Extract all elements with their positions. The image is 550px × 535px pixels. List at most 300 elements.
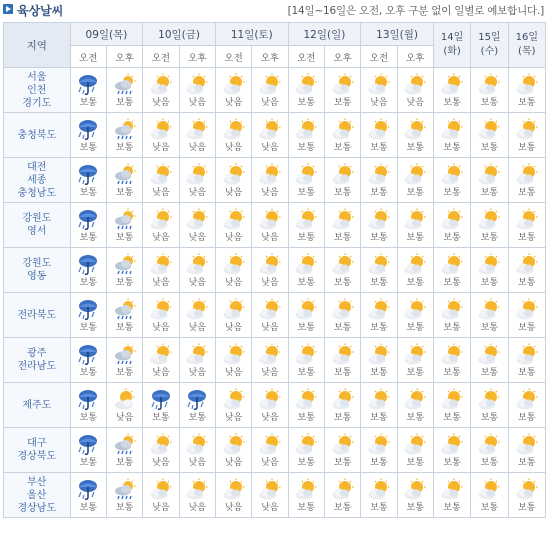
sun-cloud-rain-icon: [113, 478, 137, 502]
rain-umbrella-icon: [76, 433, 100, 457]
partly-cloudy-icon: [294, 433, 318, 457]
forecast-cell: [70, 338, 106, 383]
partly-cloudy-icon: [294, 298, 318, 322]
partly-cloudy-icon: [149, 163, 173, 187]
forecast-cell: [70, 473, 106, 518]
forecast-cell: [324, 293, 360, 338]
region-name-line: 강원도: [22, 213, 52, 224]
partly-cloudy-icon: [367, 433, 391, 457]
region-cell: [4, 113, 71, 158]
partly-cloudy-icon: [477, 73, 501, 97]
day-header: 10일(금): [143, 23, 216, 46]
forecast-cell: [288, 68, 324, 113]
forecast-cell: [179, 113, 215, 158]
forecast-cell: [397, 68, 433, 113]
forecast-cell: [324, 113, 360, 158]
rain-chance-label: 보통: [79, 412, 97, 423]
table-row: [4, 293, 546, 338]
table-row: [4, 113, 546, 158]
rain-chance-label: 보통: [480, 232, 499, 243]
partly-cloudy-icon: [440, 388, 464, 412]
forecast-cell: [324, 203, 360, 248]
partly-cloudy-icon: [515, 118, 539, 142]
rain-chance-label: 보통: [518, 277, 536, 288]
rain-chance-label: 보통: [333, 502, 352, 513]
rain-chance-label: 낮음: [152, 232, 170, 243]
forecast-cell: [508, 473, 545, 518]
partly-cloudy-icon: [477, 163, 501, 187]
partly-cloudy-icon: [258, 388, 282, 412]
partly-cloudy-icon: [403, 118, 427, 142]
forecast-cell: [215, 293, 251, 338]
rain-chance-label: 보통: [79, 322, 97, 333]
forecast-cell: [324, 428, 360, 473]
rain-umbrella-icon: [76, 388, 100, 412]
forecast-cell: [471, 473, 508, 518]
sun-cloud-rain-icon: [113, 208, 137, 232]
rain-chance-label: 보통: [370, 142, 388, 153]
partly-cloudy-icon: [185, 118, 209, 142]
partly-cloudy-icon: [149, 343, 173, 367]
rain-chance-label: 보통: [480, 367, 499, 378]
section-title: 육상날씨: [17, 4, 64, 18]
single-day-weekday: (화): [443, 46, 461, 57]
forecast-cell: [215, 383, 251, 428]
partly-cloudy-icon: [367, 163, 391, 187]
forecast-cell: [433, 383, 470, 428]
partly-cloudy-icon: [367, 478, 391, 502]
rain-chance-label: 보통: [297, 232, 315, 243]
partly-cloudy-icon: [515, 478, 539, 502]
partly-cloudy-icon: [515, 163, 539, 187]
rain-chance-label: 낮음: [261, 502, 279, 513]
forecast-cell: [361, 113, 397, 158]
partly-cloudy-icon: [149, 118, 173, 142]
forecast-cell: [252, 248, 288, 293]
partly-cloudy-icon: [222, 163, 246, 187]
forecast-cell: [433, 473, 470, 518]
partly-cloudy-icon: [440, 433, 464, 457]
partly-cloudy-icon: [185, 478, 209, 502]
rain-chance-label: 낮음: [224, 502, 243, 513]
forecast-cell: [397, 383, 433, 428]
rain-chance-label: 낮음: [188, 277, 206, 288]
rain-chance-label: 낮음: [152, 277, 170, 288]
forecast-cell: [179, 68, 215, 113]
forecast-cell: [397, 248, 433, 293]
rain-umbrella-icon: [76, 253, 100, 277]
rain-chance-label: 보통: [333, 232, 352, 243]
partly-cloudy-icon: [258, 343, 282, 367]
rain-chance-label: 보통: [480, 142, 499, 153]
bullet-arrow-icon: [3, 4, 13, 14]
partly-cloudy-icon: [367, 298, 391, 322]
rain-chance-label: 보통: [79, 457, 97, 468]
rain-chance-label: 보통: [406, 412, 424, 423]
rain-chance-label: 보통: [333, 97, 352, 108]
rain-chance-label: 보통: [79, 277, 97, 288]
rain-chance-label: 보통: [370, 187, 388, 198]
partly-cloudy-icon: [477, 118, 501, 142]
rain-chance-label: 낮음: [261, 457, 279, 468]
forecast-cell: [252, 68, 288, 113]
rain-chance-label: 보통: [370, 367, 388, 378]
forecast-cell: [361, 293, 397, 338]
am-header: 오전: [361, 46, 397, 68]
forecast-cell: [508, 68, 545, 113]
rain-chance-label: 보통: [443, 502, 461, 513]
rain-chance-label: 보통: [518, 187, 536, 198]
am-header: 오전: [70, 46, 106, 68]
partly-cloudy-icon: [149, 433, 173, 457]
forecast-cell: [179, 428, 215, 473]
table-row: [4, 158, 546, 203]
partly-cloudy-icon: [367, 253, 391, 277]
forecast-cell: [215, 158, 251, 203]
table-row: [4, 203, 546, 248]
rain-chance-label: 낮음: [188, 97, 206, 108]
table-row: [4, 68, 546, 113]
rain-chance-label: 보통: [333, 367, 352, 378]
rain-umbrella-icon: [76, 478, 100, 502]
forecast-cell: [143, 428, 179, 473]
rain-chance-label: 보통: [406, 277, 424, 288]
pm-header: 오후: [397, 46, 433, 68]
forecast-cell: [143, 338, 179, 383]
rain-umbrella-icon: [76, 298, 100, 322]
forecast-cell: [508, 338, 545, 383]
region-name-line: 경기도: [22, 97, 52, 109]
forecast-cell: [397, 203, 433, 248]
forecast-cell: [106, 113, 142, 158]
region-cell: [4, 473, 71, 518]
rain-chance-label: 보통: [406, 322, 424, 333]
partly-cloudy-icon: [515, 388, 539, 412]
rain-chance-label: 보통: [406, 367, 424, 378]
region-name-line: 충청북도: [17, 129, 57, 141]
partly-cloudy-icon: [258, 118, 282, 142]
rain-chance-label: 낮음: [188, 232, 206, 243]
rain-chance-label: 낮음: [261, 412, 279, 423]
single-day-weekday: (목): [518, 46, 536, 57]
forecast-cell: [106, 158, 142, 203]
rain-chance-label: 낮음: [188, 457, 206, 468]
forecast-cell: [433, 158, 470, 203]
region-name-line: 서울: [27, 71, 47, 83]
region-cell: [4, 428, 71, 473]
forecast-cell: [70, 68, 106, 113]
sun-cloud-rain-icon: [113, 73, 137, 97]
partly-cloudy-icon: [331, 118, 355, 142]
partly-cloudy-icon: [403, 208, 427, 232]
rain-chance-label: 보통: [518, 502, 536, 513]
sun-cloud-rain-icon: [113, 253, 137, 277]
partly-cloudy-icon: [367, 118, 391, 142]
rain-umbrella-icon: [149, 388, 173, 412]
rain-umbrella-icon: [76, 163, 100, 187]
forecast-cell: [106, 338, 142, 383]
rain-chance-label: 보통: [518, 142, 536, 153]
partly-cloudy-icon: [258, 73, 282, 97]
rain-umbrella-icon: [76, 73, 100, 97]
partly-cloudy-icon: [149, 73, 173, 97]
rain-chance-label: 낮음: [152, 502, 170, 513]
rain-chance-label: 낮음: [188, 142, 206, 153]
rain-chance-label: 낮음: [224, 457, 243, 468]
region-name-line: 부산: [27, 476, 47, 488]
partly-cloudy-icon: [294, 118, 318, 142]
region-name-line: 전라남도: [17, 361, 57, 372]
partly-cloudy-icon: [403, 478, 427, 502]
single-day-date: 14일: [440, 32, 464, 43]
am-header: 오전: [288, 46, 324, 68]
rain-chance-label: 보통: [480, 457, 499, 468]
forecast-cell: [106, 428, 142, 473]
rain-chance-label: 보통: [480, 97, 499, 108]
partly-cloudy-icon: [440, 298, 464, 322]
forecast-cell: [252, 473, 288, 518]
rain-chance-label: 낮음: [152, 322, 170, 333]
am-header: 오전: [215, 46, 251, 68]
partly-cloudy-icon: [515, 343, 539, 367]
region-cell: [4, 203, 71, 248]
rain-chance-label: 보통: [370, 277, 388, 288]
region-cell: [4, 158, 71, 203]
rain-chance-label: 보통: [297, 142, 315, 153]
rain-chance-label: 보통: [333, 187, 352, 198]
partly-cloudy-icon: [258, 433, 282, 457]
forecast-cell: [143, 248, 179, 293]
rain-chance-label: 보통: [518, 457, 536, 468]
day-header: 12일(일): [288, 23, 361, 46]
single-day-header: [433, 23, 470, 68]
forecast-cell: [324, 68, 360, 113]
pm-header: 오후: [252, 46, 288, 68]
forecast-cell: [288, 383, 324, 428]
partly-cloudy-icon: [222, 433, 246, 457]
partly-cloudy-icon: [440, 343, 464, 367]
forecast-cell: [288, 293, 324, 338]
partly-cloudy-icon: [185, 298, 209, 322]
partly-cloudy-icon: [149, 208, 173, 232]
forecast-cell: [397, 428, 433, 473]
partly-cloudy-icon: [477, 343, 501, 367]
rain-chance-label: 보통: [518, 322, 536, 333]
forecast-cell: [361, 428, 397, 473]
partly-cloudy-icon: [403, 433, 427, 457]
forecast-cell: [179, 473, 215, 518]
partly-cloudy-icon: [331, 478, 355, 502]
rain-chance-label: 보통: [480, 277, 499, 288]
sun-cloud-rain-icon: [113, 343, 137, 367]
region-cell: [4, 293, 71, 338]
rain-chance-label: 보통: [79, 142, 97, 153]
forecast-cell: [70, 428, 106, 473]
rain-chance-label: 낮음: [261, 97, 279, 108]
rain-chance-label: 낮음: [406, 97, 424, 108]
rain-chance-label: 낮음: [370, 97, 388, 108]
partly-cloudy-icon: [440, 478, 464, 502]
rain-chance-label: 보통: [297, 322, 315, 333]
forecast-cell: [471, 383, 508, 428]
forecast-cell: [433, 68, 470, 113]
forecast-cell: [433, 338, 470, 383]
single-day-weekday: (수): [480, 46, 499, 57]
pm-header: 오후: [106, 46, 142, 68]
partly-cloudy-icon: [185, 73, 209, 97]
pm-header: 오후: [324, 46, 360, 68]
rain-chance-label: 보통: [79, 97, 97, 108]
rain-chance-label: 낮음: [152, 187, 170, 198]
region-cell: [4, 68, 71, 113]
partly-cloudy-icon: [477, 388, 501, 412]
rain-chance-label: 낮음: [188, 502, 206, 513]
forecast-cell: [215, 248, 251, 293]
partly-cloudy-icon: [185, 208, 209, 232]
forecast-cell: [361, 158, 397, 203]
rain-chance-label: 보통: [443, 97, 461, 108]
single-day-header: [508, 23, 545, 68]
rain-umbrella-icon: [76, 208, 100, 232]
forecast-cell: [397, 158, 433, 203]
rain-chance-label: 낮음: [261, 187, 279, 198]
forecast-cell: [143, 68, 179, 113]
rain-chance-label: 보통: [406, 502, 424, 513]
forecast-cell: [106, 293, 142, 338]
partly-cloudy-icon: [294, 208, 318, 232]
forecast-cell: [143, 113, 179, 158]
partly-cloudy-icon: [222, 298, 246, 322]
forecast-cell: [70, 293, 106, 338]
forecast-cell: [397, 293, 433, 338]
forecast-cell: [324, 383, 360, 428]
partly-cloudy-icon: [440, 253, 464, 277]
rain-chance-label: 낮음: [152, 367, 170, 378]
partly-cloudy-icon: [477, 433, 501, 457]
forecast-cell: [70, 158, 106, 203]
forecast-cell: [179, 383, 215, 428]
region-cell: [4, 338, 71, 383]
forecast-cell: [106, 203, 142, 248]
forecast-cell: [179, 203, 215, 248]
forecast-cell: [252, 428, 288, 473]
rain-chance-label: 낮음: [261, 322, 279, 333]
partly-cloudy-icon: [185, 343, 209, 367]
rain-chance-label: 낮음: [152, 142, 170, 153]
partly-cloudy-icon: [331, 343, 355, 367]
rain-chance-label: 낮음: [224, 142, 243, 153]
single-day-date: 15일: [478, 32, 501, 43]
forecast-cell: [215, 68, 251, 113]
forecast-cell: [252, 383, 288, 428]
forecast-cell: [70, 248, 106, 293]
rain-chance-label: 보통: [333, 457, 352, 468]
partly-cloudy-icon: [403, 343, 427, 367]
partly-cloudy-icon: [222, 478, 246, 502]
sun-cloud-rain-icon: [113, 433, 137, 457]
partly-cloudy-icon: [258, 253, 282, 277]
forecast-cell: [288, 338, 324, 383]
rain-chance-label: 보통: [370, 502, 388, 513]
rain-chance-label: 보통: [518, 232, 536, 243]
rain-chance-label: 보통: [115, 322, 134, 333]
partly-cloudy-icon: [331, 298, 355, 322]
rain-umbrella-icon: [76, 343, 100, 367]
forecast-cell: [508, 203, 545, 248]
rain-chance-label: 보통: [518, 97, 536, 108]
table-row: [4, 248, 546, 293]
rain-chance-label: 보통: [115, 502, 134, 513]
table-row: [4, 428, 546, 473]
rain-chance-label: 낮음: [224, 322, 243, 333]
forecast-cell: [70, 383, 106, 428]
section-header: [0, 0, 550, 20]
partly-cloudy-icon: [515, 433, 539, 457]
forecast-cell: [288, 158, 324, 203]
forecast-cell: [215, 338, 251, 383]
forecast-cell: [252, 203, 288, 248]
forecast-cell: [471, 68, 508, 113]
forecast-cell: [508, 293, 545, 338]
region-cell: [4, 248, 71, 293]
rain-chance-label: 보통: [480, 322, 499, 333]
partly-cloudy-icon: [149, 298, 173, 322]
partly-cloudy-icon: [477, 298, 501, 322]
forecast-cell: [361, 248, 397, 293]
rain-chance-label: 낮음: [188, 367, 206, 378]
forecast-cell: [361, 473, 397, 518]
partly-cloudy-icon: [258, 208, 282, 232]
partly-cloudy-icon: [515, 73, 539, 97]
rain-chance-label: 보통: [443, 232, 461, 243]
rain-chance-label: 낮음: [261, 142, 279, 153]
forecast-cell: [471, 338, 508, 383]
forecast-cell: [361, 383, 397, 428]
forecast-cell: [508, 248, 545, 293]
rain-chance-label: 보통: [152, 412, 170, 423]
rain-chance-label: 보통: [370, 457, 388, 468]
partly-cloudy-icon: [294, 163, 318, 187]
forecast-cell: [324, 158, 360, 203]
forecast-cell: [288, 203, 324, 248]
partly-cloudy-icon: [403, 253, 427, 277]
forecast-cell: [288, 473, 324, 518]
partly-cloudy-icon: [477, 253, 501, 277]
day-header: 09일(목): [70, 23, 143, 46]
forecast-cell: [215, 428, 251, 473]
rain-chance-label: 보통: [406, 457, 424, 468]
forecast-cell: [433, 113, 470, 158]
partly-cloudy-icon: [294, 388, 318, 412]
forecast-cell: [324, 473, 360, 518]
forecast-cell: [70, 113, 106, 158]
rain-chance-label: 보통: [480, 412, 499, 423]
partly-cloudy-icon: [185, 163, 209, 187]
rain-chance-label: 보통: [297, 412, 315, 423]
rain-chance-label: 보통: [443, 367, 461, 378]
sun-cloud-rain-icon: [113, 118, 137, 142]
single-day-header: [471, 23, 508, 68]
rain-chance-label: 낮음: [188, 187, 206, 198]
forecast-cell: [215, 203, 251, 248]
partly-cloudy-icon: [331, 163, 355, 187]
partly-cloudy-icon: [149, 253, 173, 277]
partly-cloudy-icon: [258, 298, 282, 322]
partly-cloudy-icon: [185, 253, 209, 277]
rain-chance-label: 보통: [297, 502, 315, 513]
rain-chance-label: 보통: [115, 367, 134, 378]
rain-chance-label: 보통: [518, 412, 536, 423]
